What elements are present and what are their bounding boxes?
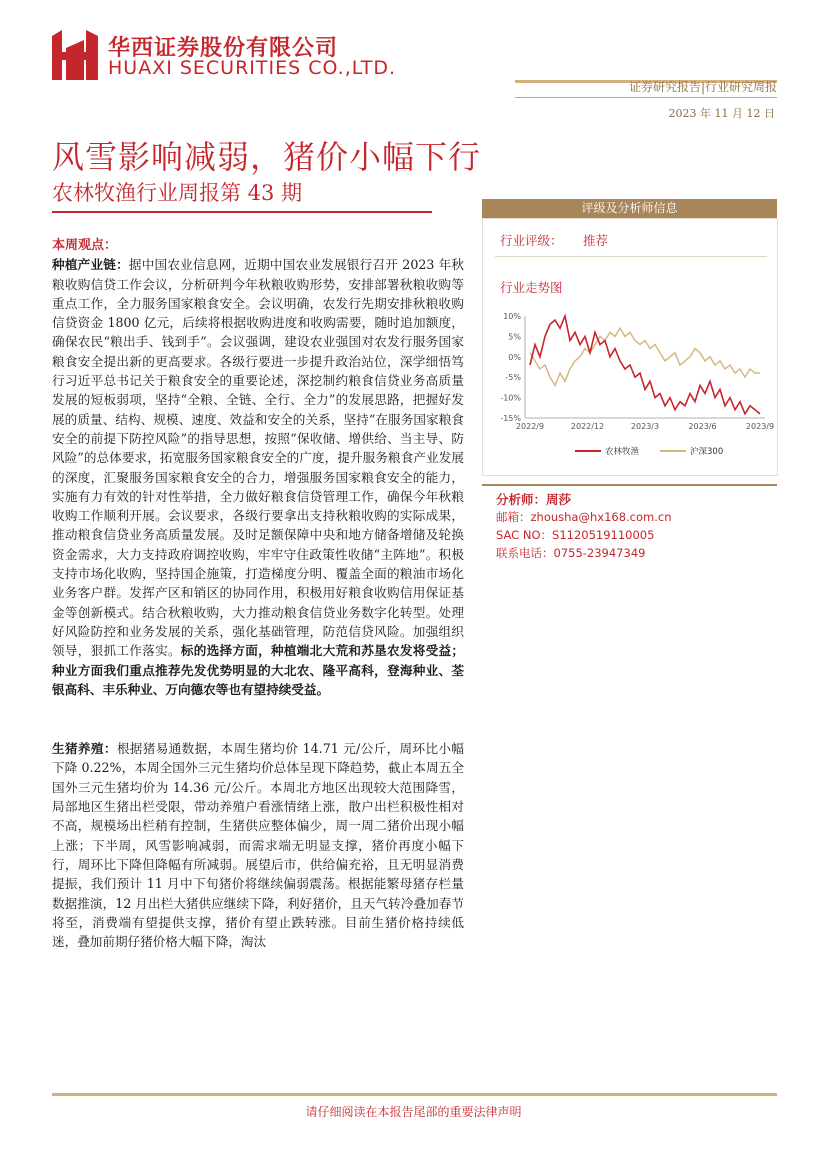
- y-tick-label: 10%: [503, 312, 521, 321]
- rating-value: 推荐: [583, 233, 609, 248]
- y-tick-label: 5%: [508, 332, 521, 342]
- panel-header: 评级及分析师信息: [482, 199, 777, 218]
- trend-chart-label: 行业走势图: [500, 280, 563, 295]
- x-tick-label: 2023/3: [630, 422, 660, 431]
- report-type: 证券研究报告|行业研究周报: [628, 80, 777, 94]
- paragraph-label: 生猪养殖：: [52, 741, 117, 757]
- series-line: [530, 328, 760, 385]
- page-subtitle: 农林牧渔行业周报第 43 期: [52, 181, 303, 205]
- paragraph-hog: [52, 739, 464, 951]
- x-tick-label: 2023/6: [688, 422, 717, 431]
- title-underline: [52, 211, 432, 213]
- page-title: 风雪影响减弱，猪价小幅下行: [52, 138, 482, 176]
- footer-rule: [52, 1093, 777, 1096]
- rating-label: 行业评级：: [500, 233, 563, 248]
- paragraph-highlight: 标的选择方面，种植端北大荒和苏垦农发将受益；种业方面我们重点推荐先发优势明显的大北农、隆平高科，登海种业、荃银高科、丰乐种业、万向德农等也有望持续受益。: [52, 643, 465, 697]
- legend-label: 沪深300: [690, 447, 724, 457]
- y-tick-label: 0%: [508, 352, 521, 362]
- paragraph-text: 据中国农业信息网，近期中国农业发展银行召开 2023 年秋粮收购信贷工作会议，分析研判今年秋粮收购形势，安排部署秋粮收购等重点工作，全力服务国家粮食安全。会议明确，农发行先期安排秋粮收购信贷资金 1800 亿元，后续将根据收购进度和收购需要，随时追加额度，确保农民“粮出手、钱到手”。会议强调，建设农业强国对农发行服务国家粮食安全提出新的更高要求。各级行要进一步提升政治站位，深学细悟笃行习近平总书记关于粮食安全的重要论述，深挖制约粮食信贷业务高质量发展的短板弱项，坚持“全粮、全链、全行、全力”的发展思路，把握好发展的质量、结构、规模、速度、效益和安全的关系，坚持“在服务国家粮食安全的前提下防控风险”的指导思想，按照“保收储、增供给、当主导、防风险”的总体要求，拓宽服务国家粮食安全的广度，提升服务粮食产业发展的深度，汇聚服务国家粮食安全的合力，增强服务国家粮食安全的能力，实施有力有效的针对性举措，全力做好粮食信贷管理工作，确保今年秋粮收购工作顺利开展。会议要求，各级行要拿出支持秋粮收购的实际成果，推动粮食信贷业务高质量发展。及时足额保障中央和地方储备增储及轮换资金需求，大力支持政府调控收购，牢牢守住政策性收储“主阵地”。积极支持市场化收购，坚持国企施策，打造梯度分明、覆盖全面的粮油市场化业务客户群。发挥产区和销区的协同作用，积极用好粮食收购信用保证基金等创新模式。结合秋粮收购，大力推动粮食信贷业务数字化转型。处理好风险防控和业务发展的关系，强化基础管理，防范信贷风险。加强组织领导，狠抓工作落实。: [52, 257, 464, 659]
- paragraph-planting: [52, 255, 464, 699]
- panel-divider: [495, 256, 767, 257]
- footer-disclaimer: 请仔细阅读在本报告尾部的重要法律声明: [305, 1105, 522, 1119]
- series-line: [530, 316, 760, 414]
- paragraph-label: 种植产业链：: [52, 257, 129, 273]
- report-date: 2023 年 11 月 12 日: [668, 107, 775, 120]
- x-tick-label: 2023/9: [745, 422, 775, 431]
- legend-label: 农林牧渔: [605, 447, 640, 457]
- x-tick-label: 2022/9: [515, 422, 545, 431]
- company-logo: [52, 30, 98, 80]
- section-heading: 本周观点：: [52, 238, 118, 253]
- analyst-rule: [482, 484, 777, 486]
- header-divider: [515, 97, 777, 98]
- trend-chart: [485, 306, 775, 466]
- analyst-name: 分析师：周莎: [496, 492, 572, 507]
- y-tick-label: -10%: [500, 393, 521, 403]
- x-tick-label: 2022/12: [570, 422, 605, 431]
- company-name-en: HUAXI SECURITIES CO.,LTD.: [108, 57, 396, 79]
- paragraph-text: 根据猪易通数据，本周生猪均价 14.71 元/公斤，周环比小幅下降 0.22%，本周全国外三元生猪均价总体呈现下降趋势，截止本周五全国外三元生猪均价为 14.36 元/公斤。本周北方地区出现较大范围降雪，局部地区生猪出栏受限，带动养殖户看涨情绪上涨，散户出栏积极性相对不高，规模场出栏稍有控制，生猪供应整体偏少，周一周二猪价出现小幅上涨；下半周，风雪影响减弱，而需求端无明显支撑，猪价再度小幅下行，周环比下降但降幅有所减弱。展望后市，供给偏充裕，且无明显消费提振，我们预计 11 月中下旬猪价将继续偏弱震荡。根据能繁母猪存栏量数据推演，12 月出栏大猪供应继续下降，利好猪价，且天气转冷叠加春节将至，消费端有望提供支撑，猪价有望止跌转涨。目前生猪价格持续低迷，叠加前期仔猪价格大幅下降，淘汰: [52, 741, 464, 950]
- analyst-phone: 联系电话：0755-23947349: [496, 546, 646, 560]
- analyst-email[interactable]: 邮箱：zhousha@hx168.com.cn: [496, 510, 672, 524]
- analyst-sac: SAC NO：S1120519110005: [496, 528, 655, 542]
- company-name-cn: 华西证券股份有限公司: [108, 36, 339, 61]
- y-tick-label: -5%: [505, 373, 521, 383]
- report-body: [52, 236, 464, 951]
- y-tick-label: -15%: [500, 414, 521, 423]
